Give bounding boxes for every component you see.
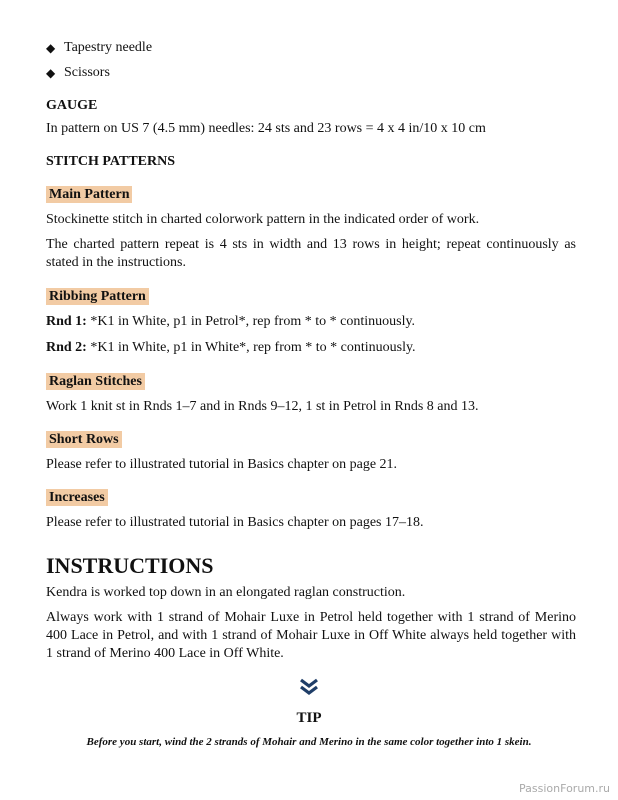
increases-text: Please refer to illustrated tutorial in Basics chapter on pages 17–18. <box>46 515 424 530</box>
increases-section <box>46 489 576 507</box>
main-pattern-text-1: Stockinette stitch in charted colorwork pattern in the indicated order of work. <box>46 212 480 227</box>
diamond-bullet-icon: ◆ <box>46 41 56 55</box>
gauge-heading: GAUGE <box>46 98 98 113</box>
instructions-heading: INSTRUCTIONS <box>46 553 214 578</box>
short-rows-text: Please refer to illustrated tutorial in Basics chapter on page 21. <box>46 457 398 472</box>
list-item <box>46 64 576 82</box>
ribbing-pattern-title: Ribbing Pattern <box>46 288 149 305</box>
ribbing-rnd-1 <box>46 313 576 331</box>
short-rows-section <box>46 431 576 449</box>
rnd-label: Rnd 1: <box>46 314 87 329</box>
increases-title: Increases <box>46 489 108 506</box>
raglan-stitches-title: Raglan Stitches <box>46 373 145 390</box>
instructions-text-2: Always work with 1 strand of Mohair Luxe in Petrol held together with 1 strand of Merino 400 Lace in Petrol, and with 1 strand of Mohair Luxe in Off White always held together with 1 strand of Merino 400 Lace in Off White. <box>46 610 576 661</box>
tip-title: TIP <box>296 710 322 726</box>
tip-text: Before you start, wind the 2 strands of Mohair and Merino in the same color together into 1 skein. <box>86 736 532 748</box>
ribbing-rnd-2 <box>46 339 576 357</box>
main-pattern-text-2: The charted pattern repeat is 4 sts in width and 13 rows in height; repeat continuously as stated in the instructions. <box>46 237 576 270</box>
ribbing-section <box>46 288 576 306</box>
short-rows-title: Short Rows <box>46 431 122 448</box>
list-item-label: Scissors <box>64 65 110 80</box>
stitch-patterns-heading: STITCH PATTERNS <box>46 154 176 169</box>
double-chevron-down-icon <box>296 676 322 698</box>
diamond-bullet-icon: ◆ <box>46 66 56 80</box>
raglan-section <box>46 373 576 391</box>
raglan-text: Work 1 knit st in Rnds 1–7 and in Rnds 9–12, 1 st in Petrol in Rnds 8 and 13. <box>46 399 479 414</box>
list-item <box>46 39 576 57</box>
instructions-text-1: Kendra is worked top down in an elongated raglan construction. <box>46 585 406 600</box>
rnd-text: *K1 in White, p1 in Petrol*, rep from * to * continuously. <box>90 314 416 329</box>
rnd-label: Rnd 2: <box>46 340 87 355</box>
list-item-label: Tapestry needle <box>64 40 153 55</box>
rnd-text: *K1 in White, p1 in White*, rep from * to * continuously. <box>90 340 416 355</box>
gauge-text: In pattern on US 7 (4.5 mm) needles: 24 sts and 23 rows = 4 x 4 in/10 x 10 cm <box>46 121 486 136</box>
main-pattern-section <box>46 186 576 204</box>
main-pattern-title: Main Pattern <box>46 186 132 203</box>
watermark: PassionForum.ru <box>519 782 610 795</box>
